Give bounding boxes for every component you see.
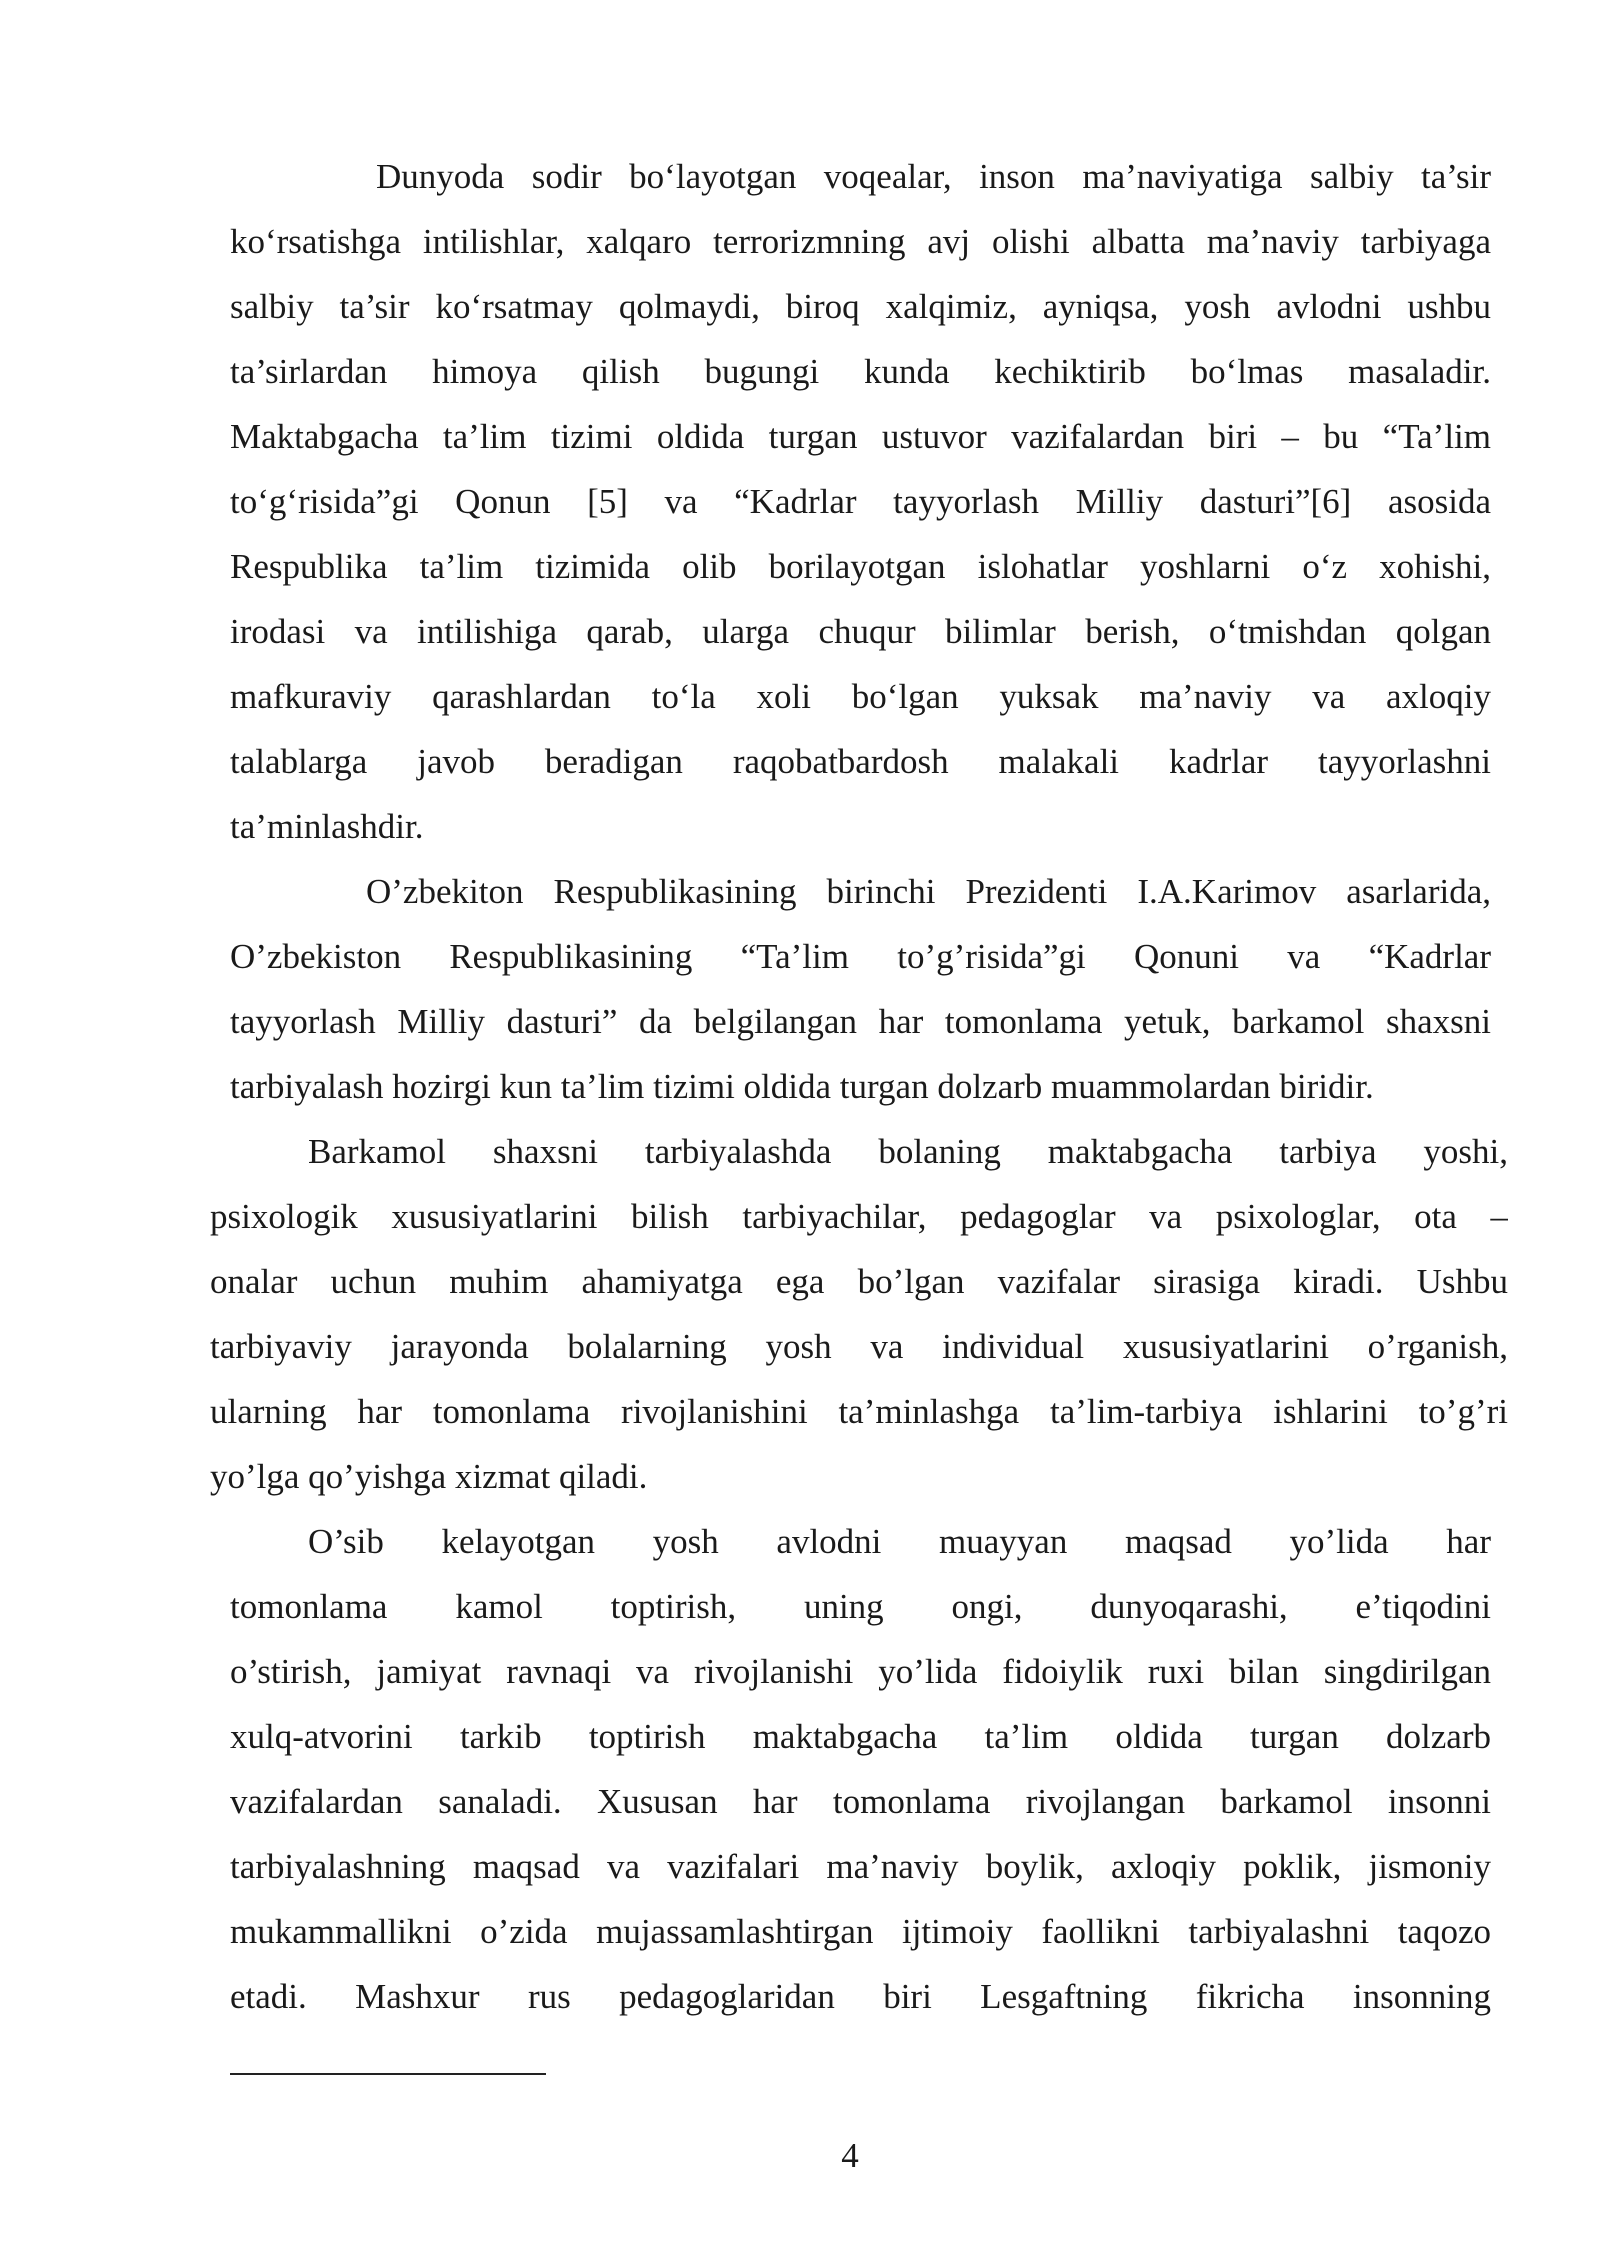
text-line: Respublika ta’lim tizimida olib borilayotgan islohatlar yoshlarni o‘z xohishi,	[230, 547, 1491, 586]
text-line: etadi. Mashxur rus pedagoglaridan biri Lesgaftning fikricha insonning	[230, 1977, 1491, 2016]
text-line: o’stirish, jamiyat ravnaqi va rivojlanishi yo’lida fidoiylik ruxi bilan singdirilgan	[230, 1652, 1491, 1691]
text-line: mafkuraviy qarashlardan to‘la xoli bo‘lgan yuksak ma’naviy va axloqiy	[230, 677, 1491, 716]
text-line: mukammallikni o’zida mujassamlashtirgan ijtimoiy faollikni tarbiyalashni taqozo	[230, 1912, 1491, 1951]
text-line: O’zbekiton Respublikasining birinchi Prezidenti I.A.Karimov asarlarida,	[366, 872, 1491, 911]
text-line: salbiy ta’sir ko‘rsatmay qolmaydi, biroq xalqimiz, ayniqsa, yosh avlodni ushbu	[230, 287, 1491, 326]
text-line: Maktabgacha ta’lim tizimi oldida turgan ustuvor vazifalardan biri – bu “Ta’lim	[230, 417, 1491, 456]
text-line: ta’minlashdir.	[230, 807, 424, 846]
page-number: 4	[841, 2136, 859, 2175]
text-line: Barkamol shaxsni tarbiyalashda bolaning maktabgacha tarbiya yoshi,	[308, 1132, 1508, 1171]
footnote-separator	[230, 2073, 546, 2075]
text-line: tarbiyalashning maqsad va vazifalari ma’naviy boylik, axloqiy poklik, jismoniy	[230, 1847, 1491, 1886]
text-line: vazifalardan sanaladi. Xususan har tomonlama rivojlangan barkamol insonni	[230, 1782, 1491, 1821]
text-line: to‘g‘risida”gi Qonun [5] va “Kadrlar tayyorlash Milliy dasturi”[6] asosida	[230, 482, 1491, 521]
text-line: ko‘rsatishga intilishlar, xalqaro terrorizmning avj olishi albatta ma’naviy tarbiyaga	[230, 222, 1491, 261]
text-line: xulq-atvorini tarkib toptirish maktabgacha ta’lim oldida turgan dolzarb	[230, 1717, 1491, 1756]
text-line: O’zbekiston Respublikasining “Ta’lim to’g’risida”gi Qonuni va “Kadrlar	[230, 937, 1491, 976]
text-line: talablarga javob beradigan raqobatbardosh malakali kadrlar tayyorlashni	[230, 742, 1491, 781]
text-line: irodasi va intilishiga qarab, ularga chuqur bilimlar berish, o‘tmishdan qolgan	[230, 612, 1491, 651]
text-line: ularning har tomonlama rivojlanishini ta’minlashga ta’lim-tarbiya ishlarini to’g’ri	[210, 1392, 1508, 1431]
text-line: yo’lga qo’yishga xizmat qiladi.	[210, 1457, 648, 1496]
text-line: tarbiyaviy jarayonda bolalarning yosh va individual xususiyatlarini o’rganish,	[210, 1327, 1508, 1366]
text-line: psixologik xususiyatlarini bilish tarbiyachilar, pedagoglar va psixologlar, ota –	[210, 1197, 1508, 1236]
text-line: tarbiyalash hozirgi kun ta’lim tizimi oldida turgan dolzarb muammolardan biridir.	[230, 1067, 1374, 1106]
text-line: tomonlama kamol toptirish, uning ongi, dunyoqarashi, e’tiqodini	[230, 1587, 1491, 1626]
text-line: O’sib kelayotgan yosh avlodni muayyan maqsad yo’lida har	[308, 1522, 1491, 1561]
text-line: onalar uchun muhim ahamiyatga ega bo’lgan vazifalar sirasiga kiradi. Ushbu	[210, 1262, 1508, 1301]
text-line: tayyorlash Milliy dasturi” da belgilangan har tomonlama yetuk, barkamol shaxsni	[230, 1002, 1491, 1041]
text-line: ta’sirlardan himoya qilish bugungi kunda kechiktirib bo‘lmas masaladir.	[230, 352, 1491, 391]
text-line: Dunyoda sodir bo‘layotgan voqealar, inson ma’naviyatiga salbiy ta’sir	[376, 157, 1491, 196]
